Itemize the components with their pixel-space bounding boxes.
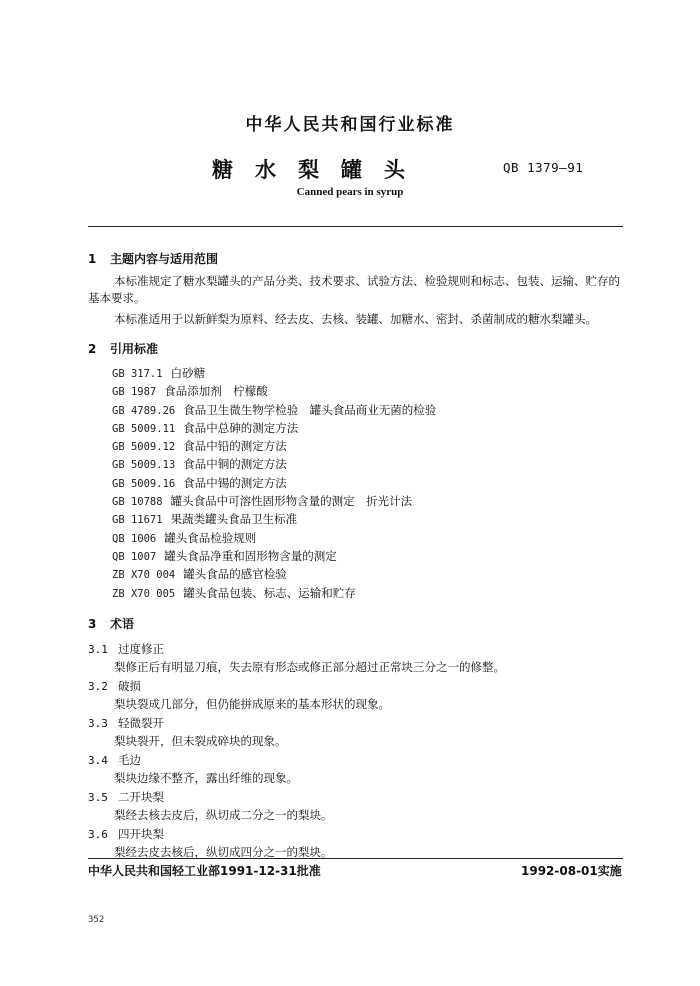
term-number: 3.4 <box>88 754 108 767</box>
reference-item <box>112 419 436 437</box>
section-heading <box>88 250 218 267</box>
standard-code: QB 1379—91 <box>503 160 584 175</box>
section-title: 术语 <box>110 617 135 631</box>
reference-code: QB 1007 <box>112 550 157 563</box>
term-definition: 梨块裂开，但未裂成碎块的现象。 <box>114 734 287 748</box>
term-name: 二开块梨 <box>118 790 164 804</box>
term-heading <box>88 715 164 731</box>
header-divider <box>88 226 623 227</box>
reference-item <box>112 547 436 565</box>
term-name: 毛边 <box>118 753 141 767</box>
standard-type-heading: 中华人民共和国行业标准 <box>245 115 455 135</box>
reference-title: 罐头食品检验规则 <box>164 530 257 545</box>
reference-code: GB 1987 <box>112 386 157 399</box>
term-name: 四开块梨 <box>118 827 164 841</box>
document-title: 糖水梨罐头 <box>212 158 427 182</box>
reference-title: 罐头食品中可溶性固形物含量的测定 折光计法 <box>170 494 413 509</box>
reference-item <box>112 474 436 492</box>
reference-item <box>112 584 436 602</box>
english-title: Canned pears in syrup <box>296 186 404 198</box>
term-number: 3.3 <box>88 717 108 730</box>
reference-code: QB 1006 <box>112 532 157 545</box>
section-title: 主题内容与适用范围 <box>110 252 219 266</box>
section-heading <box>88 615 134 632</box>
reference-title: 食品中锡的测定方法 <box>183 475 287 490</box>
reference-item <box>112 437 436 455</box>
section-number: 1 <box>88 252 97 266</box>
term-definition: 梨块裂成几部分，但仍能拼成原来的基本形状的现象。 <box>114 697 390 711</box>
reference-code: GB 10788 <box>112 496 163 509</box>
term-number: 3.1 <box>88 643 108 656</box>
paragraph: 本标准规定了糖水梨罐头的产品分类、技术要求、试验方法、检验规则和标志、包装、运输、贮存的基本要求。 <box>88 274 620 305</box>
reference-item <box>112 382 436 400</box>
reference-item <box>112 492 436 510</box>
reference-item <box>112 529 436 547</box>
term-heading <box>88 678 141 694</box>
term-definition: 梨修正后有明显刀痕，失去原有形态或修正部分超过正常块三分之一的修整。 <box>114 660 505 674</box>
term-name: 轻微裂开 <box>118 716 164 730</box>
reference-title: 食品中总砷的测定方法 <box>183 420 299 435</box>
section-title: 引用标准 <box>110 342 159 356</box>
reference-title: 食品中铅的测定方法 <box>183 439 287 454</box>
reference-code: GB 317.1 <box>112 368 163 380</box>
term-name: 破损 <box>118 679 141 693</box>
reference-code: GB 5009.13 <box>112 459 176 472</box>
page-number: 352 <box>88 915 105 925</box>
term-name: 过度修正 <box>118 642 164 656</box>
reference-title: 白砂糖 <box>170 366 206 380</box>
reference-title: 罐头食品包装、标志、运输和贮存 <box>183 585 356 600</box>
term-heading <box>88 789 164 805</box>
term-heading <box>88 641 164 657</box>
reference-item <box>112 455 436 473</box>
reference-item <box>112 510 436 528</box>
reference-code: ZB X70 004 <box>112 569 176 582</box>
reference-title: 食品添加剂 柠檬酸 <box>164 384 268 399</box>
reference-title: 罐头食品净重和固形物含量的测定 <box>164 548 337 563</box>
reference-item <box>112 565 436 583</box>
reference-code: GB 5009.12 <box>112 441 176 454</box>
term-number: 3.2 <box>88 680 108 693</box>
term-number: 3.6 <box>88 828 108 841</box>
section-heading <box>88 340 158 357</box>
reference-list <box>112 364 436 602</box>
reference-code: GB 11671 <box>112 514 163 527</box>
term-definition: 梨经去皮去核后，纵切成四分之一的梨块。 <box>114 845 333 859</box>
reference-title: 食品卫生微生物学检验 罐头食品商业无菌的检验 <box>183 402 437 417</box>
reference-title: 果蔬类罐头食品卫生标准 <box>170 512 298 527</box>
reference-code: GB 5009.16 <box>112 477 176 490</box>
paragraph: 本标准适用于以新鲜梨为原料、经去皮、去核、装罐、加糖水、密封、杀菌制成的糖水梨罐头。 <box>114 312 597 326</box>
approval-line: 中华人民共和国轻工业部1991-12-31批准 <box>88 864 321 878</box>
reference-code: ZB X70 005 <box>112 587 176 600</box>
reference-code: GB 5009.11 <box>112 422 176 435</box>
term-number: 3.5 <box>88 791 108 804</box>
reference-title: 食品中铜的测定方法 <box>183 457 287 472</box>
term-definition: 梨经去核去皮后，纵切成二分之一的梨块。 <box>114 808 333 822</box>
section-number: 3 <box>88 617 97 631</box>
term-heading <box>88 826 164 842</box>
footer-divider <box>88 858 623 859</box>
reference-item <box>112 401 436 419</box>
term-heading <box>88 752 141 768</box>
reference-item <box>112 364 436 382</box>
term-definition: 梨块边缘不整齐，露出纤维的现象。 <box>114 771 298 785</box>
implementation-date: 1992-08-01实施 <box>521 864 622 878</box>
reference-title: 罐头食品的感官检验 <box>183 567 287 582</box>
reference-code: GB 4789.26 <box>112 404 176 417</box>
section-number: 2 <box>88 342 97 356</box>
